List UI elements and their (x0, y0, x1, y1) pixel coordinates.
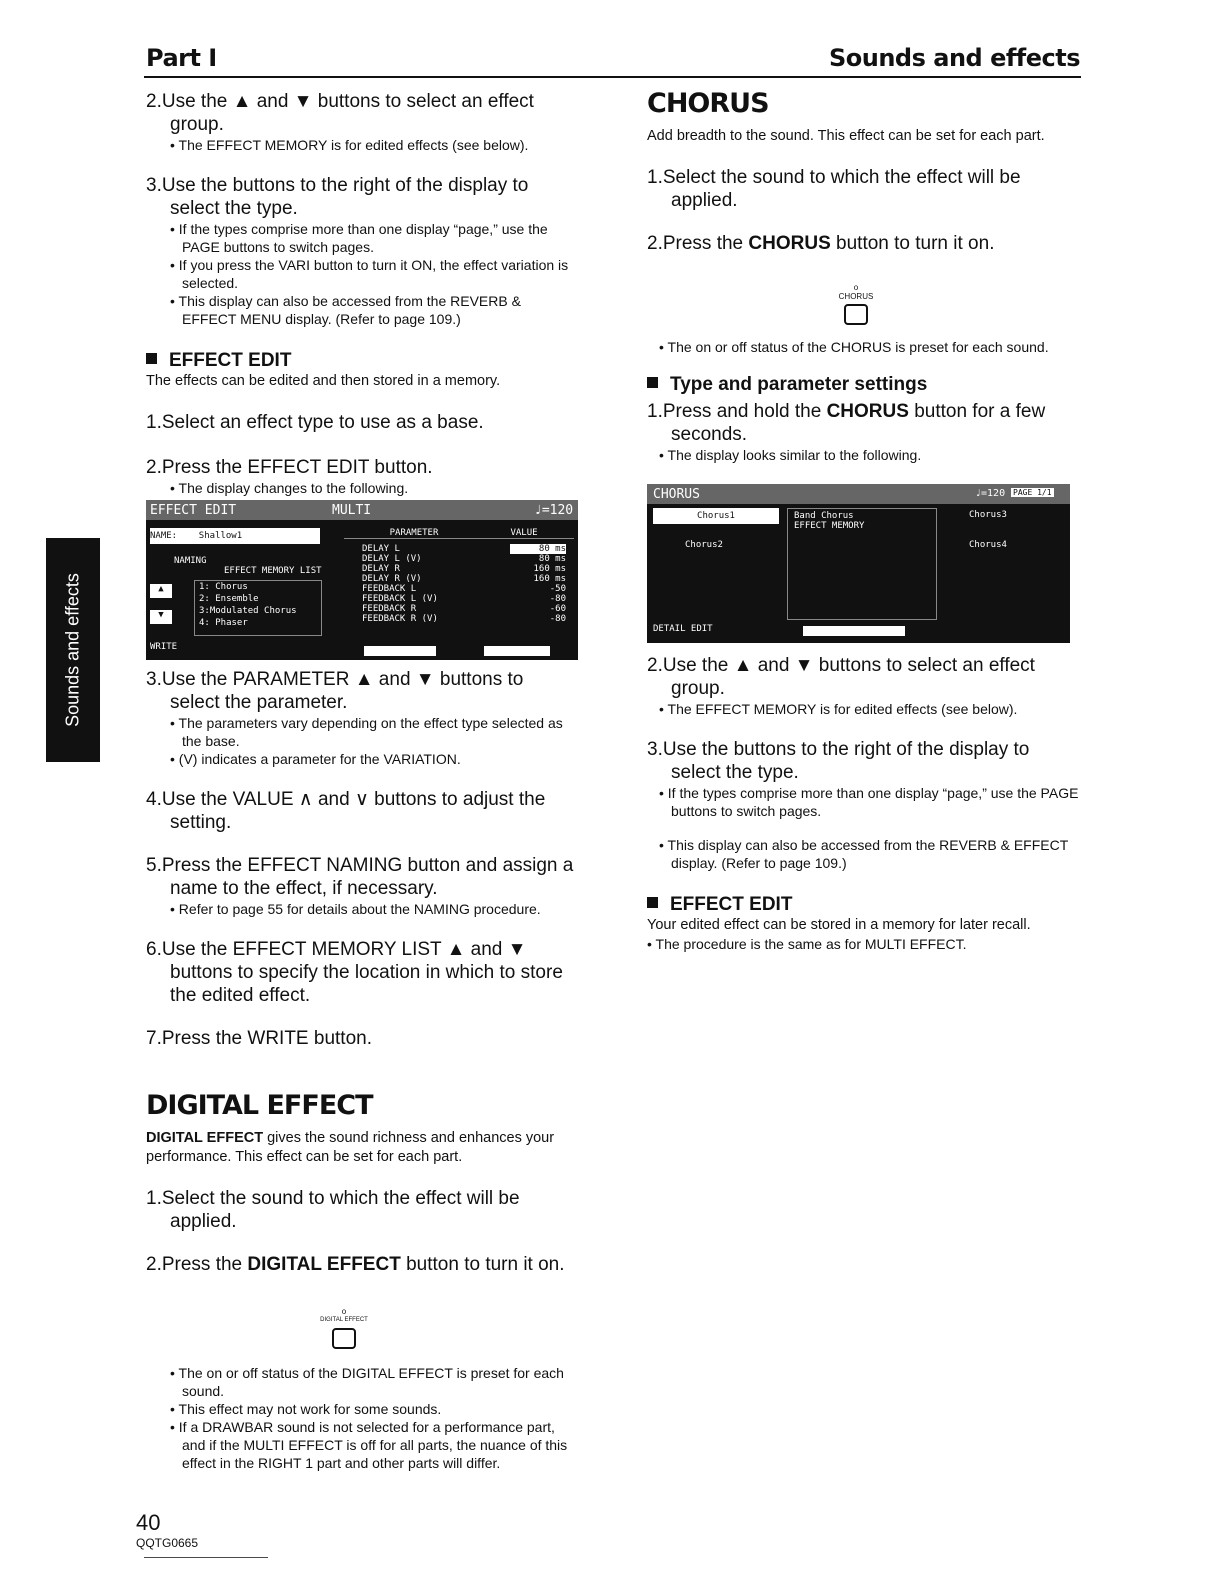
digital-effect-intro: DIGITAL EFFECT gives the sound richness and enhances your performance. This effect can be set for each part. (146, 1130, 555, 1165)
chorus-effect-edit-text: Your edited effect can be stored in a memory for later recall. (647, 917, 1031, 933)
display-mode: MULTI (332, 503, 372, 518)
param-headers: PARAMETER VALUE (344, 528, 574, 539)
bullet: • (V) indicates a parameter for the VARIATION. (170, 751, 461, 767)
footer-line (144, 1557, 268, 1558)
chorus-item-2: Chorus2 (685, 540, 723, 550)
memory-list (194, 580, 322, 636)
step-3: 3.Use the buttons to the right of the display to select the type. (146, 175, 529, 219)
side-tab (46, 538, 100, 762)
chorus-group-list (787, 508, 937, 620)
bullet: • Refer to page 55 for details about the NAMING procedure. (170, 901, 541, 917)
memory-list-label: EFFECT MEMORY LIST (224, 566, 322, 576)
bullet: • The parameters vary depending on the effect type selected as the base. (170, 715, 563, 749)
bullet: • If a DRAWBAR sound is not selected for a performance part, and if the MULTI EFFECT is off for all parts, the nuance of this effect in the RIGHT 1 part and other parts will differ. (170, 1419, 568, 1471)
bullet: • This display can also be accessed from the REVERB & EFFECT MENU display. (Refer to page 109.) (170, 293, 521, 327)
group-slider-icon (803, 626, 905, 636)
memory-down-icon: ▼ (150, 610, 172, 624)
chorus-group-item: EFFECT MEMORY (794, 521, 865, 531)
step-3b: 3.Use the PARAMETER ▲ and ▼ buttons to select the parameter. (146, 669, 524, 713)
chorus-item-1: Chorus1 (653, 508, 779, 524)
edit-step-2: 2.Press the EFFECT EDIT button. (146, 457, 433, 478)
left-column-2 (146, 668, 578, 1050)
chorus-group-item: Band Chorus (794, 511, 854, 521)
digital-step-2: 2.Press the DIGITAL EFFECT button to turn it on. (146, 1254, 565, 1275)
header-section: Sounds and effects (828, 44, 1080, 72)
bullet: • The EFFECT MEMORY is for edited effects (see below). (659, 701, 1018, 717)
digital-effect-section (146, 1090, 578, 1276)
param-slider-icon (364, 646, 436, 656)
bullet: • The on or off status of the CHORUS is preset for each sound. (659, 339, 1049, 355)
name-box: NAME: Shallow1 (150, 528, 320, 544)
chorus-item-3: Chorus3 (969, 510, 1007, 520)
param-list: DELAY L DELAY L (V) DELAY R DELAY R (V) FEEDBACK L FEEDBACK L (V) FEEDBACK R FEEDBACK R (V) (362, 544, 438, 624)
chorus-display (647, 484, 1070, 643)
type-step-1: 1.Press and hold the CHORUS button for a few seconds. (647, 401, 1046, 445)
type-heading: Type and parameter settings (647, 374, 1079, 396)
right-column-3 (647, 654, 1079, 953)
chorus-effect-edit-heading: EFFECT EDIT (647, 894, 1079, 916)
chorus-button-label: CHORUS (838, 292, 874, 301)
memory-item: 4: Phaser (199, 618, 248, 628)
effect-edit-heading: EFFECT EDIT (146, 350, 578, 372)
bullet: • If the types comprise more than one display “page,” use the PAGE buttons to switch pages. (170, 221, 548, 255)
value-list: 80 ms 80 ms 160 ms 160 ms -50 -80 -60 -80 (510, 544, 566, 624)
digital-effect-button-label: DIGITAL EFFECT (320, 1317, 368, 1323)
write-label: WRITE (150, 642, 178, 652)
step-2: 2.Use the ▲ and ▼ buttons to select an effect group. (146, 91, 534, 135)
digital-bullets (146, 1364, 578, 1472)
step-6: 6.Use the EFFECT MEMORY LIST ▲ and ▼ buttons to specify the location in which to store the edited effect. (146, 939, 563, 1006)
step-7: 7.Press the WRITE button. (146, 1028, 372, 1049)
digital-effect-button-icon: o DIGITAL EFFECT (314, 1308, 374, 1349)
memory-item: 2: Ensemble (199, 594, 259, 604)
type-step-3: 3.Use the buttons to the right of the display to select the type. (647, 739, 1030, 783)
bullet: • The procedure is the same as for MULTI EFFECT. (647, 936, 967, 952)
detail-edit-label: DETAIL EDIT (653, 624, 713, 634)
type-step-2: 2.Use the ▲ and ▼ buttons to select an effect group. (647, 655, 1035, 699)
bullet: • If you press the VARI button to turn it ON, the effect variation is selected. (170, 257, 569, 291)
memory-up-icon: ▲ (150, 584, 172, 598)
bullet: • The display changes to the following. (170, 480, 409, 496)
display-title: EFFECT EDIT (150, 503, 237, 518)
digital-step-1: 1.Select the sound to which the effect will be applied. (146, 1188, 520, 1232)
memory-item: 1: Chorus (199, 582, 248, 592)
memory-item: 3:Modulated Chorus (199, 606, 297, 616)
bullet: • The on or off status of the DIGITAL EFFECT is preset for each sound. (170, 1365, 564, 1399)
display-tempo: ♩=120 (975, 488, 1006, 499)
effect-edit-text: The effects can be edited and then stored in a memory. (146, 373, 501, 389)
display-title: CHORUS (653, 487, 700, 502)
right-column (647, 88, 1079, 255)
naming-label: NAMING (174, 556, 207, 566)
bullet: • This display can also be accessed from the REVERB & EFFECT display. (Refer to page 109.) (659, 837, 1069, 871)
chorus-intro: Add breadth to the sound. This effect can be set for each part. (647, 128, 1045, 144)
effect-edit-display (146, 500, 578, 660)
bullet: • The EFFECT MEMORY is for edited effects (see below). (170, 137, 529, 153)
header-rule (144, 76, 1081, 78)
left-column (146, 90, 578, 497)
right-column-2 (647, 338, 1079, 464)
page-indicator: PAGE 1/1 (1013, 488, 1052, 497)
display-tempo: ♩=120 (534, 503, 574, 518)
chorus-title: CHORUS (647, 88, 769, 119)
chorus-button-icon: o CHORUS (826, 284, 886, 325)
display-title-bar (647, 484, 1070, 504)
step-5: 5.Press the EFFECT NAMING button and assign a name to the effect, if necessary. (146, 855, 574, 899)
chorus-step-2: 2.Press the CHORUS button to turn it on. (647, 233, 995, 254)
step-4: 4.Use the VALUE ∧ and ∨ buttons to adjust the setting. (146, 789, 546, 833)
value-slider-icon (484, 646, 550, 656)
digital-effect-title: DIGITAL EFFECT (146, 1090, 373, 1121)
doc-code: QQTG0665 (136, 1536, 199, 1550)
bullet: • The display looks similar to the following. (659, 447, 922, 463)
page-number: 40 (136, 1510, 161, 1535)
header-part: Part I (146, 44, 217, 72)
chorus-item-4: Chorus4 (969, 540, 1007, 550)
bullet: • This effect may not work for some sounds. (170, 1401, 442, 1417)
side-tab-label: Sounds and effects (62, 573, 83, 727)
chorus-step-1: 1.Select the sound to which the effect will be applied. (647, 167, 1021, 211)
edit-step-1: 1.Select an effect type to use as a base. (146, 412, 484, 433)
bullet: • If the types comprise more than one display “page,” use the PAGE buttons to switch pages. (659, 785, 1079, 819)
